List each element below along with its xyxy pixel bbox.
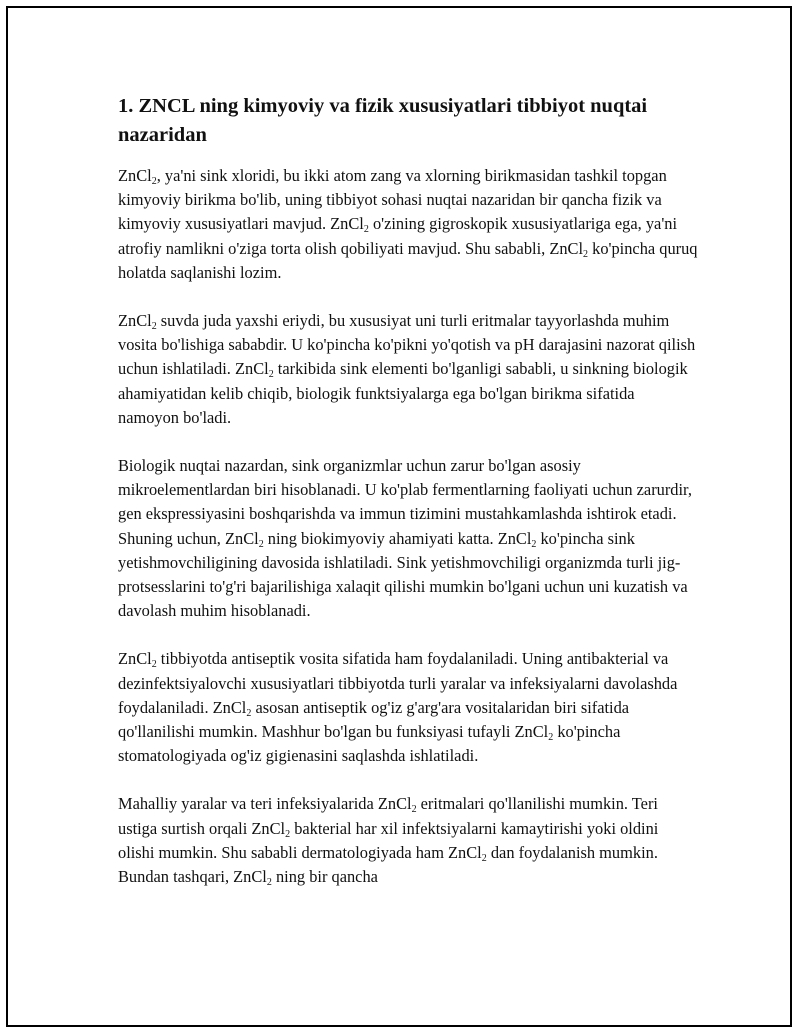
formula-base: ZnCl	[514, 722, 549, 742]
formula-zncl2	[213, 698, 252, 717]
formula-zncl2	[118, 311, 157, 333]
formula-subscript: 2	[411, 804, 417, 816]
formula-subscript: 2	[531, 538, 537, 550]
paragraph-1	[118, 164, 698, 285]
text-run: tibbiyotda antiseptik vosita sifatida ham foydalaniladi. Uning antibakterial va dezinfektsiyalovchi xususiyatlari tibbiyotda turli yaralar va infeksiyalarni davolashda foydalaniladi.	[118, 649, 678, 717]
formula-subscript: 2	[481, 852, 487, 864]
paragraph-3	[118, 454, 698, 623]
formula-zncl2	[225, 529, 264, 548]
text-run: ning bir qancha	[271, 867, 378, 887]
formula-zncl2	[498, 529, 537, 548]
formula-subscript: 2	[285, 828, 291, 840]
formula-subscript: 2	[548, 732, 554, 744]
formula-base: ZnCl	[225, 528, 259, 548]
text-run: ko'pincha sink yetishmovchiligining davosida ishlatiladi. Sink yetishmovchiligi organizmda turli jig-protsesslarini to'g'ri bajarilishiga xalaqit qilishi mumkin bo'lgani uchun uni kuzatish va davolash muhim hisoblanadi.	[118, 528, 688, 621]
formula-zncl2	[118, 166, 157, 185]
paragraph-4	[118, 647, 698, 768]
text-run: Biologik nuqtai nazardan, sink organizmlar uchun zarur bo'lgan asosiy mikroelementlardan biri hisoblanadi. U ko'plab fermentlarning faoliyati uchun zarurdir, gen ekspressiyasini boshqarishda va immun tizimini mustahkamlashda ishtirok etadi. Shuning uchun,	[118, 456, 692, 548]
formula-subscript: 2	[363, 224, 369, 236]
text-run: Mahalliy yaralar va teri infeksiyalarida	[118, 794, 378, 814]
formula-zncl2	[118, 649, 157, 671]
formula-subscript: 2	[151, 176, 157, 187]
formula-base: ZnCl	[233, 867, 267, 887]
formula-subscript: 2	[246, 707, 252, 719]
formula-subscript: 2	[151, 321, 157, 333]
formula-zncl2	[549, 239, 588, 258]
text-run: o'zining gigroskopik xususiyatlariga ega, ya'ni atrofiy namlikni o'ziga torta olish qobiliyati mavjud. Shu sababli,	[118, 214, 678, 258]
formula-base: ZnCl	[549, 238, 584, 258]
text-run: suvda juda yaxshi eriydi, bu xususiyat uni turli eritmalar tayyorlashda muhim vosita bo'lishiga sababdir. U ko'pincha ko'pikni yo'qotish va pH darajasini nazorat qilish uchun ishlatiladi.	[118, 311, 696, 379]
formula-base: ZnCl	[251, 818, 286, 838]
formula-base: ZnCl	[377, 794, 412, 814]
formula-zncl2	[377, 794, 417, 816]
formula-subscript: 2	[268, 369, 274, 381]
section-heading: 1. ZNCL ning kimyoviy va fizik xususiyatlari tibbiyot nuqtai nazaridan	[118, 95, 648, 146]
formula-zncl2	[233, 867, 272, 889]
formula-base: ZnCl	[497, 528, 532, 548]
formula-subscript: 2	[266, 877, 272, 889]
formula-zncl2	[448, 843, 487, 862]
text-run: asosan antiseptik og'iz g'arg'ara vositalaridan biri sifatida qo'llanilishi mumkin. Mashhur bo'lgan bu funksiyasi tufayli	[118, 697, 630, 742]
formula-zncl2	[514, 722, 554, 744]
text-run: ko'pincha stomatologiyada og'iz gigienasini saqlashda ishlatiladi.	[118, 722, 621, 766]
formula-zncl2	[330, 214, 369, 236]
formula-base: ZnCl	[448, 842, 482, 862]
text-run: eritmalari qo'llanilishi mumkin. Teri ustiga surtish orqali	[118, 794, 658, 838]
formula-base: ZnCl	[235, 359, 269, 379]
formula-base: ZnCl	[330, 214, 364, 234]
text-run: ning biokimyoviy ahamiyati katta.	[263, 528, 498, 548]
document-body	[118, 92, 698, 913]
text-run: dan foydalanish mumkin. Bundan tashqari,	[118, 842, 658, 887]
formula-subscript: 2	[258, 538, 264, 550]
formula-zncl2	[235, 359, 274, 381]
formula-base: ZnCl	[118, 311, 152, 331]
formula-subscript: 2	[583, 248, 589, 260]
text-run: , ya'ni sink xloridi, bu ikki atom zang va xlorning birikmasidan tashkil topgan kimyoviy birikma bo'lib, uning tibbiyot sohasi nuqtai nazaridan bir qancha fizik va kimyoviy xususiyatlari mavjud.	[118, 166, 667, 234]
formula-zncl2	[251, 819, 290, 838]
text-run: ko'pincha quruq holatda saqlanishi lozim.	[118, 238, 698, 282]
formula-subscript: 2	[151, 659, 157, 671]
formula-base: ZnCl	[118, 166, 152, 185]
paragraph-5	[118, 792, 698, 889]
paragraph-2	[118, 309, 698, 430]
text-run: tarkibida sink elementi bo'lganligi sababli, u sinkning biologik ahamiyatidan kelib chiqib, biologik funktsiyalarga ega bo'lgan birikma sifatida namoyon bo'ladi.	[118, 359, 688, 427]
formula-base: ZnCl	[212, 697, 247, 717]
formula-base: ZnCl	[118, 649, 152, 669]
text-run: bakterial har xil infektsiyalarni kamaytirishi yoki oldini olishi mumkin. Shu sababli dermatologiyada ham	[118, 818, 659, 862]
